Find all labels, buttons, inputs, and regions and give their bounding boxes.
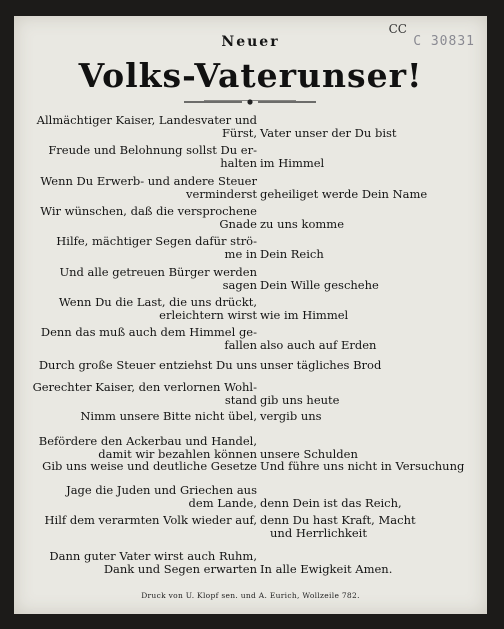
verse-left-line-1: Und alle getreuen Bürger werden [59,265,257,279]
verse-right [260,359,381,372]
archive-stamp: C 30831 [413,34,475,49]
verse-right [260,514,416,540]
archive-mark: CC [388,22,407,36]
verse-left-line-2: Gnade [219,217,257,231]
verse-right [260,410,322,423]
verse-left-line-2: erleichtern wirst [159,308,257,322]
verse-right-line-1: unsere Schulden [260,447,358,461]
ornament-divider [184,99,316,105]
title-kicker: Neuer [221,34,280,50]
verse-left-line-1: Hilf dem verarmten Volk wieder auf, [44,513,257,527]
verse-left [33,381,257,407]
verse-left [39,359,257,372]
verse-right-line-1: Dein Wille geschehe [260,278,379,292]
verse-right-line-1: unser tägliches Brod [260,358,382,372]
verse-left-line-1: Wir wünschen, daß die versprochene [40,204,257,218]
verse-left [48,144,257,170]
verse-left-line-1: Freude und Belohnung sollst Du er- [48,143,257,157]
verse-left [80,410,257,423]
verse-left-line-2: stand [224,393,257,407]
verse-left-line-2: Fürst, [221,126,257,140]
verse-right [260,248,324,261]
verse-left [56,235,257,261]
verse-left [37,114,257,140]
verse-left-line-1: Jage die Juden und Griechen aus [66,483,257,497]
verse-left-line-2: dem Lande, [188,496,257,510]
verse-left-line-1: Nimm unsere Bitte nicht übel, [80,409,257,423]
verse-right [260,218,344,231]
verse-right [260,339,376,352]
verse-left-line-2: verminderst [186,187,257,201]
printer-imprint: Druck von U. Klopf sen. und A. Eurich, Wollzeile 782. [141,591,360,600]
verse-right [260,157,324,170]
verse-right-line-1: Dein Reich [260,247,324,261]
verse-right-line-2: und Herrlichkeit [270,526,367,540]
verse-right-line-1: vergib uns [260,409,322,423]
verse-right [260,309,348,322]
verse-right [260,127,397,140]
verse-left [42,460,257,473]
verse-left [49,550,257,576]
verse-left [45,514,257,527]
verse-right-line-1: also auch auf Erden [260,338,377,352]
verse-right-line-1: geheiliget werde Dein Name [260,187,428,201]
verse-left-line-1: Denn das muß auch dem Himmel ge- [40,325,257,339]
verse-left [40,205,257,231]
verse-right-line-1: gib uns heute [260,393,340,407]
verse-left-line-2: damit wir bezahlen können [98,447,257,461]
verse-right-line-1: im Himmel [260,156,325,170]
verse-left-line-1: Dann guter Vater wirst auch Ruhm, [49,549,257,563]
verse-left-line-1: Hilfe, mächtiger Segen dafür strö- [56,234,257,248]
verse-right [260,497,402,510]
verse-right [260,188,427,201]
verse-left-line-1: Wenn Du Erwerb- und andere Steuer [40,174,257,188]
verse-right-line-1: zu uns komme [260,217,344,231]
verse-right [260,279,379,292]
verse-right-line-1: Und führe uns nicht in Versuchung [260,459,465,473]
verse-left [41,326,257,352]
verse-right-line-1: wie im Himmel [260,308,349,322]
verse-left [40,175,257,201]
verse-left [59,266,257,292]
verse-left-line-2: sagen [222,278,257,292]
verse-left-line-2: Dank und Segen erwarten [103,562,257,576]
verse-right-line-1: Vater unser der Du bist [260,126,397,140]
verse-left [39,435,257,461]
verse-right-line-1: In alle Ewigkeit Amen. [260,562,393,576]
verse-left-line-2: halten [220,156,257,170]
verse-left [59,296,257,322]
verse-right [260,563,392,576]
broadsheet-page [14,16,487,614]
verse-left-line-1: Wenn Du die Last, die uns drückt, [58,295,257,309]
verse-left-line-2: me in [224,247,257,261]
verse-right-line-1: denn Dein ist das Reich, [260,496,402,510]
verse-left-line-1: Allmächtiger Kaiser, Landesvater und [36,113,257,127]
verse-left-line-1: Gib uns weise und deutliche Gesetze [42,459,257,473]
verse-left-line-1: Durch große Steuer entziehst Du uns [38,358,257,372]
verse-left-line-1: Gerechter Kaiser, den verlornen Wohl- [32,380,257,394]
verse-left [66,484,257,510]
verse-right-line-1: denn Du hast Kraft, Macht [260,513,416,527]
verse-right [260,394,339,407]
verse-right [260,460,464,473]
verse-left-line-2: fallen [224,338,257,352]
verse-left-line-1: Befördere den Ackerbau und Handel, [38,434,257,448]
page-title: Volks-Vaterunser! [78,56,423,95]
